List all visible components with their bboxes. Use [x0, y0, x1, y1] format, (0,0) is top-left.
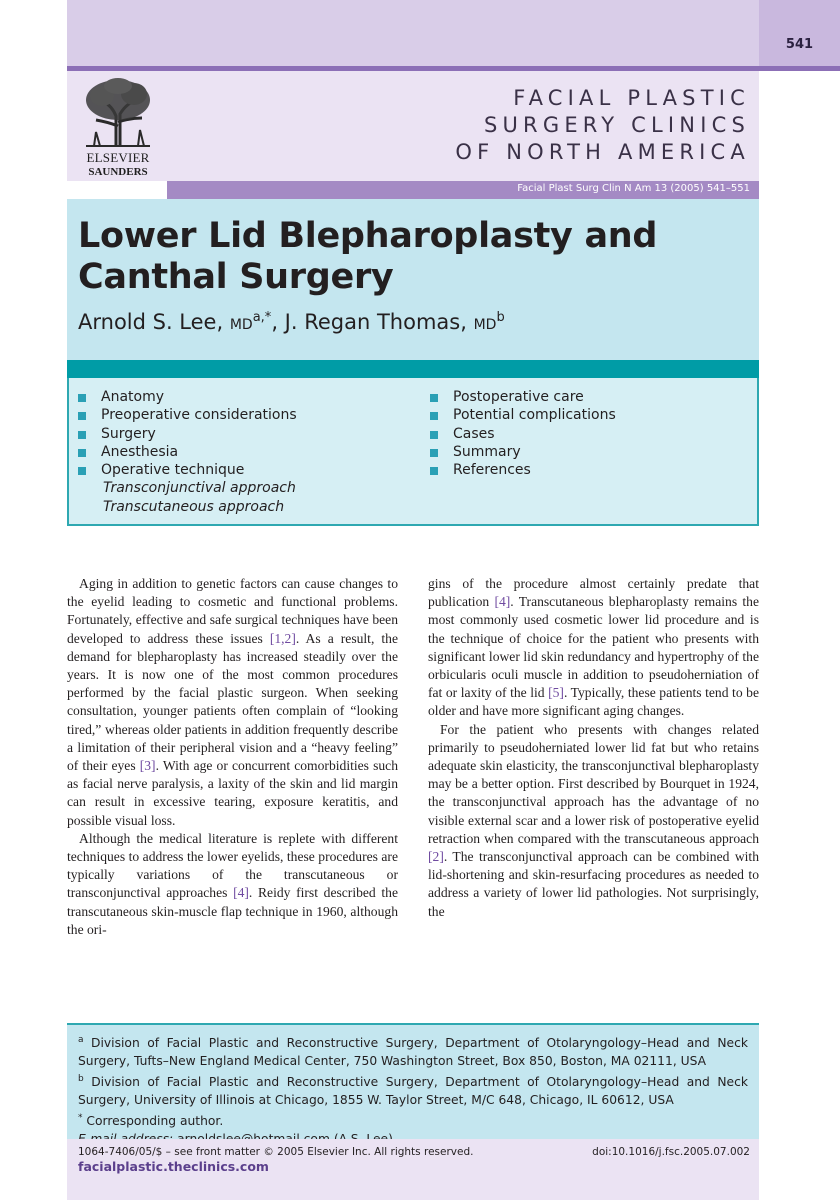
reference-link[interactable]: [1,2] — [269, 630, 296, 646]
footnote — [78, 1070, 748, 1109]
footnotes — [78, 1031, 748, 1148]
bullet-square-icon — [78, 467, 86, 475]
footnote-text: Corresponding author. — [82, 1114, 224, 1129]
author-comma: , — [216, 310, 230, 334]
body-text: gins of the procedure almost certainly predate that publication — [428, 576, 759, 610]
contents-subitem[interactable]: Transconjunctival approach — [103, 480, 296, 497]
footnote-mark: * — [78, 1113, 83, 1124]
contents-item-label: Cases — [453, 425, 495, 442]
affiliation-mark: b — [496, 310, 505, 325]
body-paragraph — [428, 575, 759, 721]
affiliation-mark: a,* — [252, 310, 272, 325]
author-degree: MD — [229, 317, 253, 333]
body-text: Although the medical literature is replete with different techniques to address the lower eyelids, these procedures are typically variations of the transcutaneous or transconjunctival approaches — [67, 830, 398, 901]
doi-line: doi:10.1016/j.fsc.2005.07.002 — [592, 1146, 750, 1158]
reference-link[interactable]: [4] — [233, 885, 249, 901]
contents-item-label: Anatomy — [101, 389, 165, 405]
bullet-square-icon — [78, 449, 86, 457]
contents-item[interactable] — [78, 388, 297, 406]
reference-link[interactable]: [3] — [139, 758, 156, 774]
publisher-imprint: SAUNDERS — [88, 166, 148, 178]
reference-link[interactable]: [4] — [494, 594, 511, 610]
contents-header-bar — [67, 360, 759, 378]
page-number: 541 — [785, 37, 814, 52]
reference-link[interactable]: [2] — [428, 849, 444, 865]
contents-item[interactable] — [78, 406, 297, 424]
footnote-mark: a — [78, 1035, 84, 1045]
body-text: For the patient who presents with changes related primarily to pseudoherniated lower lid fat but who retains adequate skin elasticity, the transconjunctival blepharoplasty may be a better option. First described by Bourquet in 1924, the transconjunctival approach has the advantage of no visible external scar and a lower risk of postoperative eyelid retraction when compared with the transcutaneous approach — [428, 721, 759, 846]
contents-item[interactable] — [78, 443, 297, 461]
contents-item[interactable] — [430, 388, 616, 406]
body-text: . Typically, these patients tend to be older and have more significant aging changes. — [428, 685, 759, 719]
body-text: . As a result, the demand for blepharoplasty has increased steadily over the years. It is now one of the most common procedures performed by the facial plastic surgeon. When seeking consultation, younger patients often complain of “looking tired,” whereas older patients in addition frequently describe a limitation of their peripheral vision and a “heavy feeling” of their eyes — [67, 630, 399, 774]
contents-item[interactable] — [430, 406, 616, 424]
author-separator: , — [271, 310, 285, 334]
bullet-square-icon — [430, 431, 438, 439]
body-paragraph — [428, 721, 759, 921]
bullet-square-icon — [78, 394, 86, 402]
author-name: J. Regan Thomas — [284, 310, 461, 334]
author-comma: , — [460, 310, 474, 334]
contents-item[interactable] — [430, 461, 616, 479]
body-text: . With age or concurrent comorbidities such as facial nerve paralysis, a laxity of the skin and lid margin can result in excessive tearing, exposure keratitis, and possible visual loss. — [67, 758, 398, 828]
footnote — [78, 1031, 748, 1070]
contents-list-right — [430, 388, 616, 479]
contents-list-left — [78, 388, 297, 516]
body-text: . Transcutaneous blepharoplasty remains the most commonly used cosmetic lower lid procedure and is the technique of choice for the patient who presents with significant lower lid skin redundancy and hypertrophy of the orbicularis oculi muscle in addition to pseudoherniation of fat or laxity of the lid — [428, 594, 760, 701]
contents-item[interactable] — [78, 461, 297, 479]
contents-item-label: Postoperative care — [453, 389, 584, 405]
body-text: . Reidy first described the transcutaneous skin-muscle flap technique in 1960, although the ori- — [67, 885, 398, 937]
article-title: Lower Lid Blepharoplasty and Canthal Surgery — [78, 216, 658, 297]
contents-item-label: Potential complications — [453, 407, 616, 424]
author-degree: MD — [473, 317, 497, 333]
journal-title-line: OF NORTH AMERICA — [455, 140, 750, 164]
bullet-square-icon — [430, 449, 438, 457]
journal-title-line: SURGERY CLINICS — [483, 113, 750, 137]
contents-item-label: Preoperative considerations — [101, 407, 297, 424]
bullet-square-icon — [430, 394, 438, 402]
journal-site-link[interactable]: facialplastic.theclinics.com — [78, 1159, 269, 1174]
publisher-logo — [74, 76, 162, 180]
bullet-square-icon — [430, 467, 438, 475]
author-name: Arnold S. Lee — [78, 310, 217, 334]
body-text: Aging in addition to genetic factors can cause changes to the eyelid leading to cosmetic and functional problems. Fortunately, effective and safe surgical techniques have been developed to address these issues — [67, 576, 398, 646]
copyright-line: 1064-7406/05/$ – see front matter © 2005 Elsevier Inc. All rights reserved. — [78, 1146, 474, 1158]
footnote — [78, 1109, 748, 1130]
page-number-tab — [759, 0, 840, 66]
body-paragraph — [67, 830, 398, 939]
elsevier-tree-icon — [82, 76, 154, 148]
body-text: . The transconjunctival approach can be combined with lid-shortening and skin-resurfacing procedures as needed to address a variety of lower lid pathologies. Not surprisingly, the — [428, 849, 759, 919]
contents-item-label: References — [453, 462, 531, 479]
footnote-text: Division of Facial Plastic and Reconstructive Surgery, Department of Otolaryngology–Head and Neck Surgery, University of Illinois at Chicago, 1855 W. Taylor Street, M/C 648, Chicago, IL 60612, USA — [78, 1075, 748, 1108]
contents-subitem[interactable]: Transcutaneous approach — [103, 498, 285, 515]
contents-item[interactable] — [430, 425, 616, 443]
bullet-square-icon — [430, 412, 438, 420]
top-header-band — [67, 0, 759, 66]
contents-item[interactable] — [430, 443, 616, 461]
contents-item-label: Summary — [453, 443, 521, 460]
journal-title-line: FACIAL PLASTIC — [513, 86, 750, 110]
body-paragraph — [67, 575, 398, 830]
body-column-right — [428, 575, 759, 921]
publisher-name: ELSEVIER — [86, 150, 150, 165]
contents-item[interactable] — [78, 425, 297, 443]
reference-link[interactable]: [5] — [548, 685, 564, 701]
contents-item-label: Anesthesia — [101, 443, 179, 460]
contents-item-label: Operative technique — [101, 462, 245, 479]
bullet-square-icon — [78, 431, 86, 439]
footnote-mark: b — [78, 1074, 84, 1085]
body-column-left — [67, 575, 398, 939]
author-line — [78, 310, 505, 334]
footnote-text: Division of Facial Plastic and Reconstructive Surgery, Department of Otolaryngology–Head and Neck Surgery, Tufts–New England Medical Center, 750 Washington Street, Box 850, Boston, MA 02111, USA — [78, 1036, 748, 1069]
journal-citation: Facial Plast Surg Clin N Am 13 (2005) 541–551 — [517, 183, 750, 194]
contents-item-label: Surgery — [101, 425, 156, 442]
bullet-square-icon — [78, 412, 86, 420]
